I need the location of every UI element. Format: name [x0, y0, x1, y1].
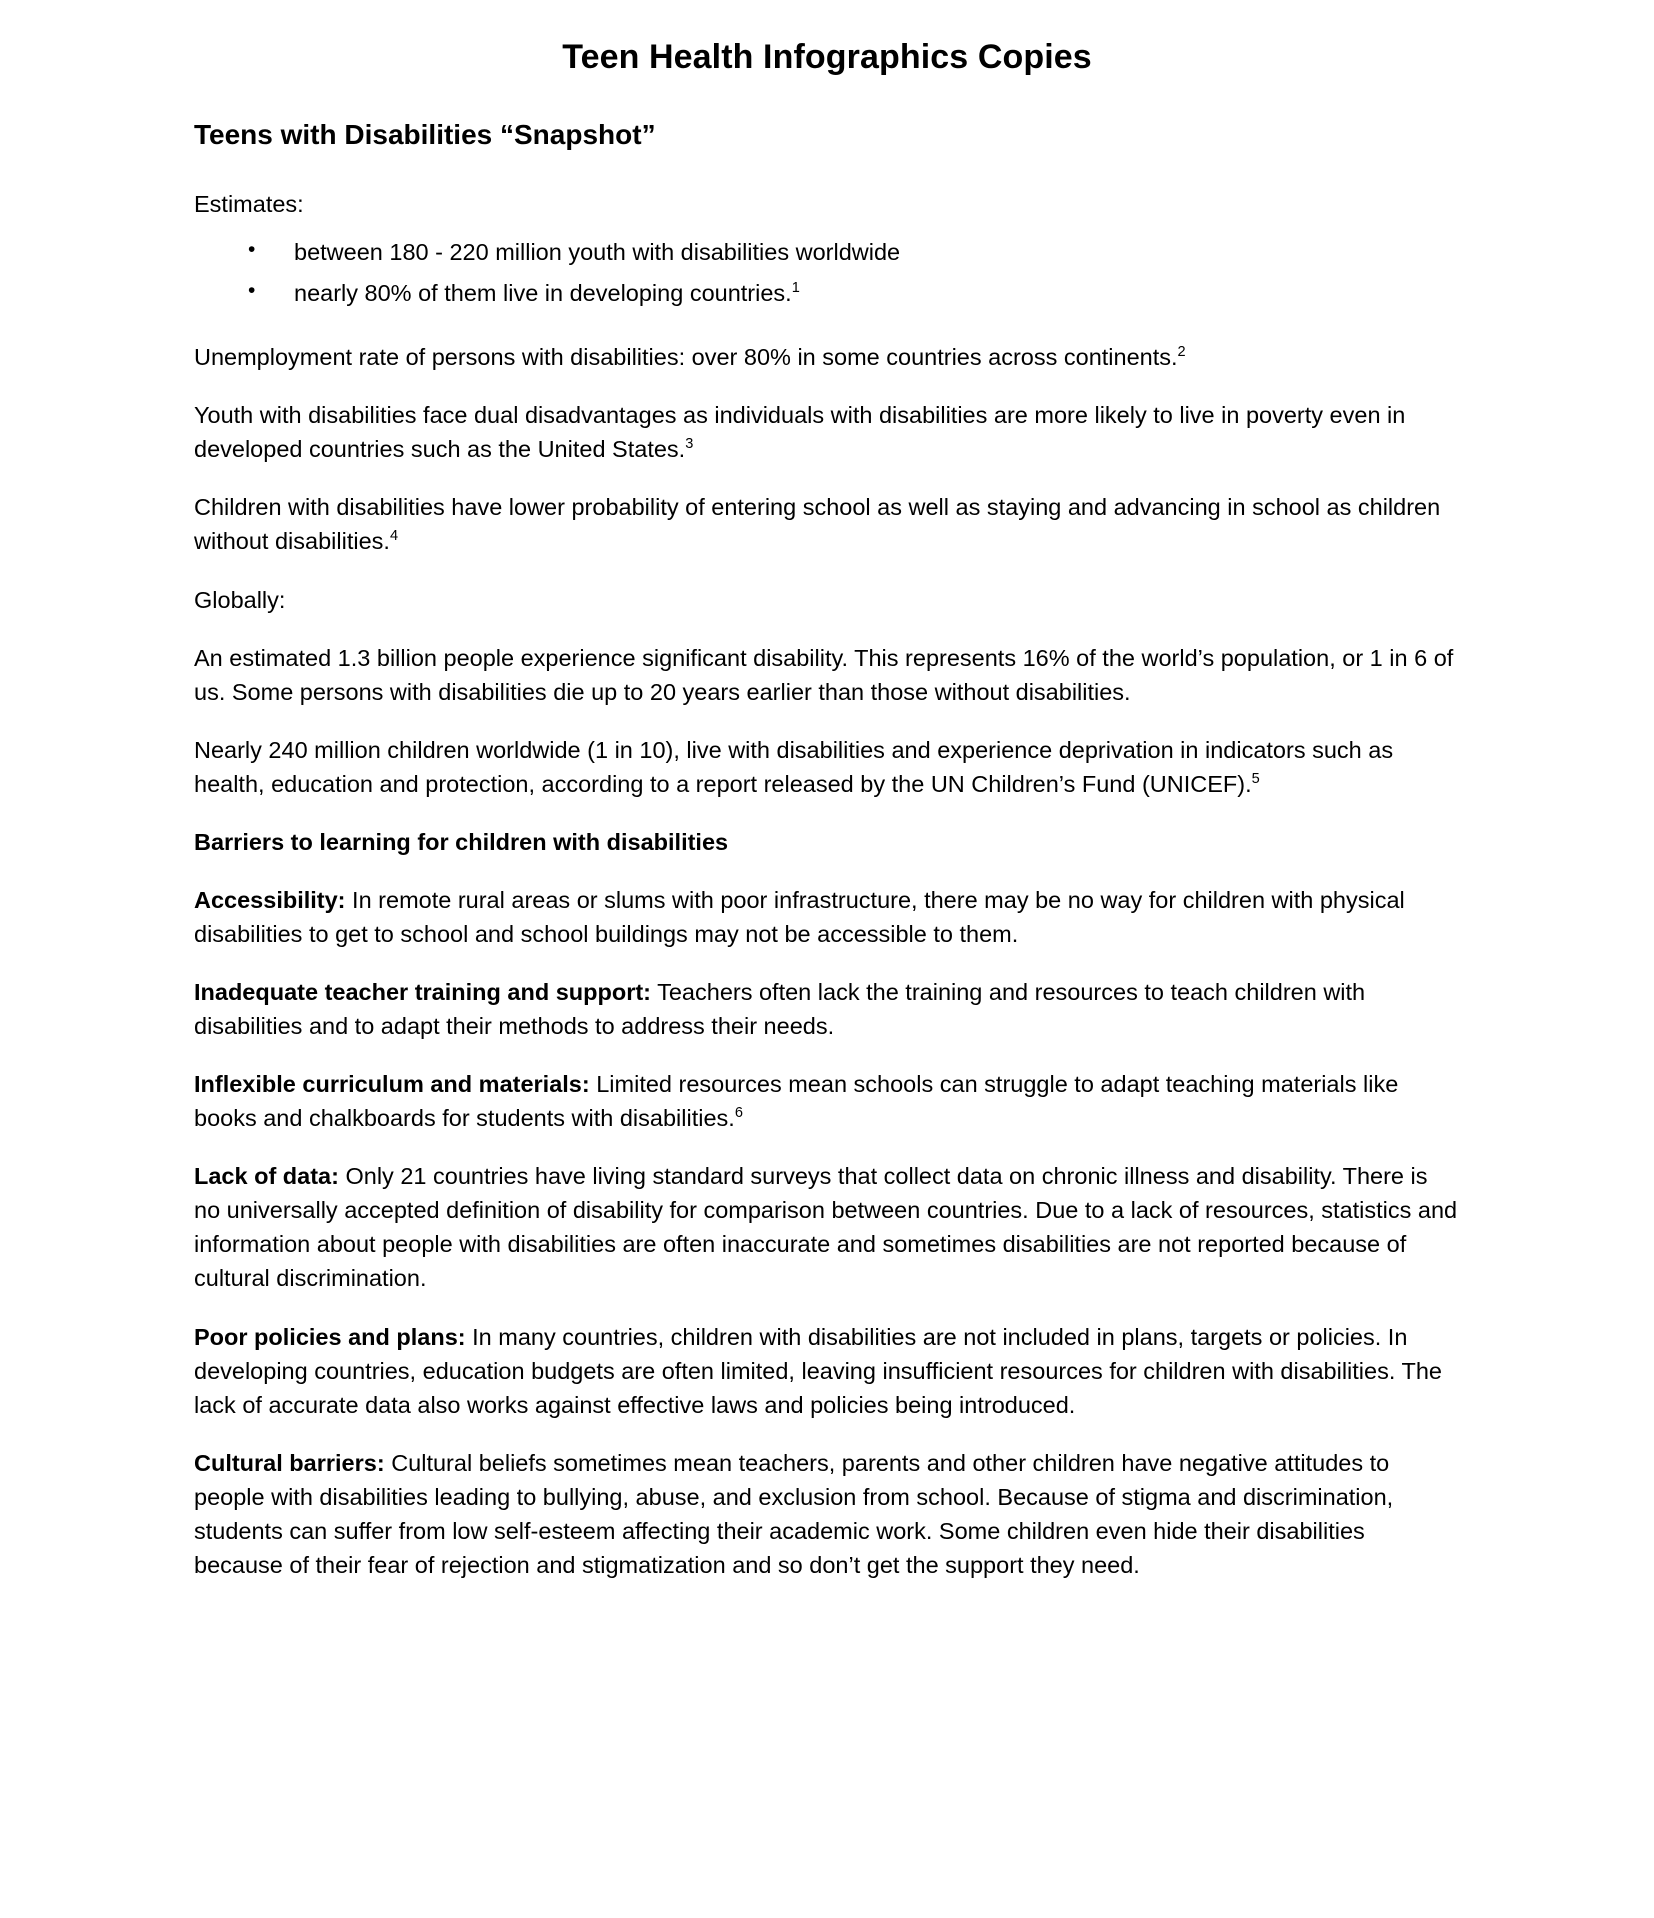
barrier-label: Inflexible curriculum and materials:: [194, 1071, 590, 1098]
paragraph-unicef-children: [194, 733, 1460, 801]
barrier-text: Teachers often lack the training and resources to teach children with disabilities and to adapt their methods to address their needs.: [194, 979, 1366, 1040]
footnote-marker: 1: [791, 280, 800, 297]
footnote-marker: 4: [389, 528, 399, 545]
barriers-heading: Barriers to learning for children with disabilities: [194, 828, 729, 855]
paragraph-school-entry: [194, 490, 1460, 558]
page-title: Teen Health Infographics Copies: [562, 38, 1092, 76]
barrier-label: Accessibility:: [194, 886, 346, 913]
footnote-marker: 3: [685, 436, 694, 453]
section-heading: Teens with Disabilities “Snapshot”: [194, 119, 656, 150]
list-item: [194, 276, 1460, 310]
paragraph-text: Children with disabilities have lower probability of entering school as well as staying and advancing in school as children without disabilities.: [194, 494, 1441, 555]
paragraph-text: Nearly 240 million children worldwide (1 in 10), live with disabilities and experience deprivation in indicators such as health, education and protection, according to a report released by the UN Children’s Fund (UNICEF).: [194, 736, 1394, 797]
barrier-teacher-training: [194, 975, 1460, 1043]
barrier-lack-of-data: [194, 1159, 1460, 1295]
footnote-marker: 6: [734, 1105, 743, 1122]
paragraph-text: An estimated 1.3 billion people experience significant disability. This represents 16% of the world’s population, or 1 in 6 of us. Some persons with disabilities die up to 20 years earlier than those without disabilities.: [194, 644, 1454, 705]
barrier-text: In remote rural areas or slums with poor infrastructure, there may be no way for children with physical disabilities to get to school and school buildings may not be accessible to them.: [194, 886, 1405, 947]
footnote-marker: 2: [1177, 344, 1186, 361]
paragraph-text: Unemployment rate of persons with disabilities: over 80% in some countries across continents.: [194, 344, 1178, 371]
barrier-text: Only 21 countries have living standard surveys that collect data on chronic illness and disability. There is no universally accepted definition of disability for comparison between countries. Due to a lack of resources, statistics and information about people with disabilities are often inaccurate and sometimes disabilities are not reported because of cultural discrimination.: [194, 1163, 1458, 1292]
barrier-label: Poor policies and plans:: [194, 1323, 466, 1350]
paragraph-unemployment: [194, 340, 1460, 374]
barrier-text: Limited resources mean schools can struggle to adapt teaching materials like books and chalkboards for students with disabilities.: [194, 1071, 1399, 1132]
barrier-cultural-barriers: [194, 1446, 1460, 1582]
list-item-text: between 180 - 220 million youth with disabilities worldwide: [294, 239, 901, 266]
list-item-text: nearly 80% of them live in developing countries.: [294, 280, 792, 307]
barrier-label: Lack of data:: [194, 1163, 339, 1190]
paragraph-text: Youth with disabilities face dual disadvantages as individuals with disabilities are more likely to live in poverty even in developed countries such as the United States.: [194, 402, 1406, 463]
footnote-marker: 5: [1251, 770, 1260, 787]
bullet-icon: •: [248, 279, 256, 303]
globally-label: Globally:: [194, 586, 286, 613]
barrier-text: Cultural beliefs sometimes mean teachers, parents and other children have negative attitudes to people with disabilities leading to bullying, abuse, and exclusion from school. Because of stigma and discrimination, students can suffer from low self-esteem affecting their academic work. Some children even hide their disabilities because of their fear of rejection and stigmatization and so don’t get the support they need.: [194, 1449, 1394, 1578]
list-item: [194, 235, 1460, 269]
barrier-accessibility: [194, 883, 1460, 951]
paragraph-dual-disadvantages: [194, 398, 1460, 466]
estimates-label: Estimates:: [194, 191, 304, 217]
bullet-icon: •: [248, 238, 256, 262]
estimates-list: [194, 235, 1460, 310]
paragraph-global-prevalence: [194, 641, 1460, 709]
barrier-text: In many countries, children with disabilities are not included in plans, targets or policies. In developing countries, education budgets are often limited, leaving insufficient resources for children with disabilities. The lack of accurate data also works against effective laws and policies being introduced.: [194, 1323, 1442, 1418]
barrier-label: Cultural barriers:: [194, 1449, 385, 1476]
barrier-poor-policies: [194, 1320, 1460, 1422]
barrier-inflexible-curriculum: [194, 1067, 1460, 1135]
barrier-label: Inadequate teacher training and support:: [194, 979, 651, 1005]
